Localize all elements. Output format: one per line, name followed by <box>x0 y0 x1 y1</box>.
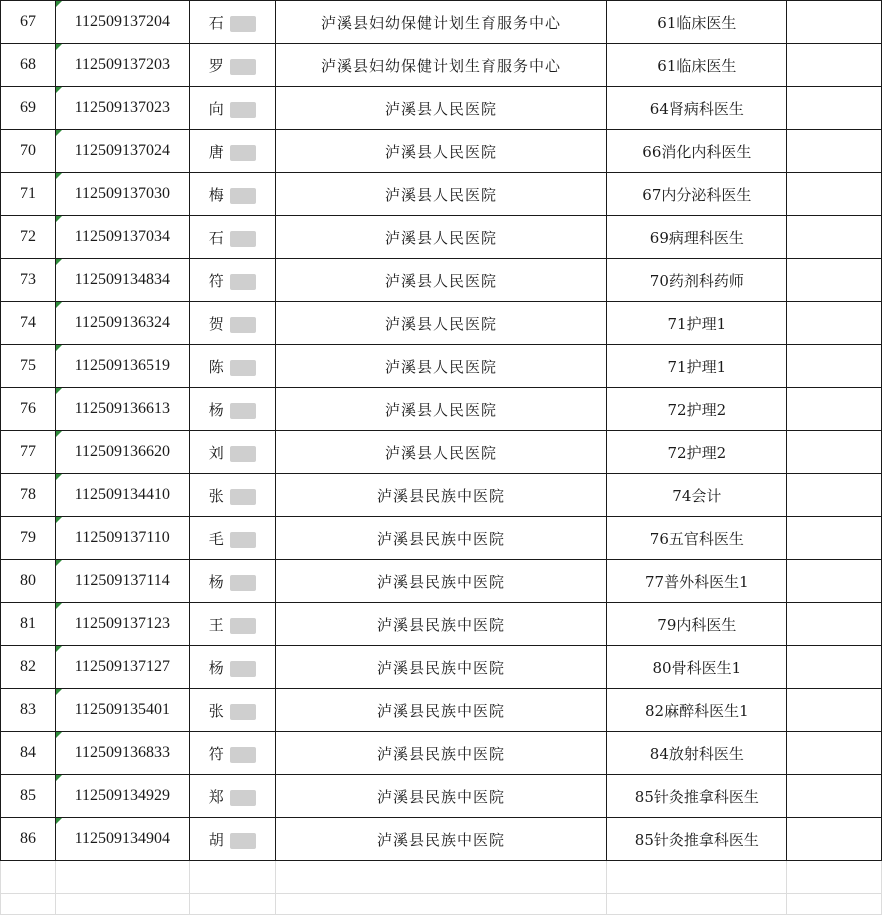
exam-id-cell[interactable] <box>55 689 189 732</box>
green-triangle-icon <box>56 1 62 7</box>
exam-id-text: 112509137023 <box>74 99 171 116</box>
row-number-cell[interactable]: 83 <box>1 689 56 732</box>
table-row <box>1 474 882 517</box>
exam-id-text: 112509134929 <box>74 787 171 804</box>
empty-cell[interactable] <box>787 345 882 388</box>
name-text: 符 <box>208 744 224 763</box>
table-row <box>1 560 882 603</box>
redaction-blur <box>230 489 256 505</box>
green-triangle-icon <box>56 388 62 394</box>
name-cell[interactable] <box>189 431 275 474</box>
post-cell[interactable]: 85针灸推拿科医生 <box>607 818 787 861</box>
empty-cell[interactable] <box>787 775 882 818</box>
green-triangle-icon <box>56 517 62 523</box>
exam-id-text: 112509137034 <box>74 228 171 245</box>
exam-id-text: 112509136833 <box>74 744 171 761</box>
empty-cell[interactable] <box>787 646 882 689</box>
empty-cell[interactable] <box>787 689 882 732</box>
exam-id-text: 112509135401 <box>74 701 171 718</box>
exam-id-cell[interactable] <box>55 474 189 517</box>
unit-cell[interactable]: 泸溪县民族中医院 <box>275 689 607 732</box>
name-cell[interactable] <box>189 302 275 345</box>
post-cell[interactable]: 70药剂科药师 <box>607 259 787 302</box>
empty-cell[interactable] <box>275 894 607 915</box>
green-triangle-icon <box>56 345 62 351</box>
row-number-cell[interactable]: 80 <box>1 560 56 603</box>
row-number-cell[interactable]: 69 <box>1 87 56 130</box>
post-cell[interactable]: 66消化内科医生 <box>607 130 787 173</box>
name-cell[interactable] <box>189 732 275 775</box>
exam-id-cell[interactable] <box>55 87 189 130</box>
row-number-cell[interactable]: 84 <box>1 732 56 775</box>
exam-id-cell[interactable] <box>55 560 189 603</box>
unit-cell[interactable]: 泸溪县人民医院 <box>275 431 607 474</box>
name-cell[interactable] <box>189 689 275 732</box>
redaction-blur <box>230 790 256 806</box>
unit-cell[interactable]: 泸溪县妇幼保健计划生育服务中心 <box>275 1 607 44</box>
post-cell[interactable]: 72护理2 <box>607 431 787 474</box>
table-row <box>1 259 882 302</box>
exam-id-cell[interactable] <box>55 259 189 302</box>
exam-id-cell[interactable] <box>55 732 189 775</box>
table-row <box>1 388 882 431</box>
green-triangle-icon <box>56 44 62 50</box>
row-number-cell[interactable]: 75 <box>1 345 56 388</box>
name-text: 梅 <box>208 185 224 204</box>
row-number-cell[interactable]: 76 <box>1 388 56 431</box>
redaction-blur <box>230 16 256 32</box>
exam-id-cell[interactable] <box>55 388 189 431</box>
empty-cell[interactable] <box>1 894 56 915</box>
redaction-blur <box>230 274 256 290</box>
name-text: 符 <box>208 271 224 290</box>
unit-cell[interactable]: 泸溪县民族中医院 <box>275 560 607 603</box>
empty-cell[interactable] <box>607 894 787 915</box>
name-text: 张 <box>208 486 224 505</box>
empty-cell[interactable] <box>787 173 882 216</box>
name-cell[interactable] <box>189 1 275 44</box>
name-text: 张 <box>208 701 224 720</box>
post-cell[interactable]: 85针灸推拿科医生 <box>607 775 787 818</box>
unit-cell[interactable]: 泸溪县人民医院 <box>275 345 607 388</box>
row-number-cell[interactable]: 85 <box>1 775 56 818</box>
name-cell[interactable] <box>189 87 275 130</box>
post-cell[interactable]: 74会计 <box>607 474 787 517</box>
empty-cell[interactable] <box>787 388 882 431</box>
unit-cell[interactable]: 泸溪县人民医院 <box>275 388 607 431</box>
empty-cell[interactable] <box>787 44 882 87</box>
name-text: 石 <box>208 13 224 32</box>
unit-cell[interactable]: 泸溪县人民医院 <box>275 130 607 173</box>
name-text: 石 <box>208 228 224 247</box>
exam-id-text: 112509134904 <box>74 830 171 847</box>
post-cell[interactable]: 69病理科医生 <box>607 216 787 259</box>
name-text: 杨 <box>208 400 224 419</box>
empty-cell[interactable] <box>787 216 882 259</box>
post-cell[interactable]: 61临床医生 <box>607 44 787 87</box>
redaction-blur <box>230 747 256 763</box>
empty-row <box>1 894 882 915</box>
empty-cell[interactable] <box>787 894 882 915</box>
green-triangle-icon <box>56 259 62 265</box>
name-cell[interactable] <box>189 603 275 646</box>
table-row <box>1 302 882 345</box>
redaction-blur <box>230 532 256 548</box>
redaction-blur <box>230 833 256 849</box>
name-text: 胡 <box>208 830 224 849</box>
name-text: 王 <box>208 615 224 634</box>
name-text: 贺 <box>208 314 224 333</box>
table-row <box>1 345 882 388</box>
name-text: 杨 <box>208 572 224 591</box>
unit-cell[interactable]: 泸溪县人民医院 <box>275 173 607 216</box>
table-row <box>1 87 882 130</box>
table-row <box>1 689 882 732</box>
exam-id-cell[interactable] <box>55 775 189 818</box>
name-text: 陈 <box>208 357 224 376</box>
name-cell[interactable] <box>189 474 275 517</box>
row-number-cell[interactable]: 74 <box>1 302 56 345</box>
redaction-blur <box>230 102 256 118</box>
name-text: 杨 <box>208 658 224 677</box>
exam-id-text: 112509137110 <box>74 529 170 546</box>
table-row <box>1 732 882 775</box>
redaction-blur <box>230 360 256 376</box>
row-number-cell[interactable]: 78 <box>1 474 56 517</box>
redaction-blur <box>230 145 256 161</box>
post-cell[interactable]: 71护理1 <box>607 302 787 345</box>
table-row <box>1 44 882 87</box>
green-triangle-icon <box>56 818 62 824</box>
name-cell[interactable] <box>189 388 275 431</box>
green-triangle-icon <box>56 130 62 136</box>
empty-cell[interactable] <box>787 818 882 861</box>
unit-cell[interactable]: 泸溪县民族中医院 <box>275 818 607 861</box>
redaction-blur <box>230 704 256 720</box>
redaction-blur <box>230 188 256 204</box>
name-cell[interactable] <box>189 44 275 87</box>
post-cell[interactable]: 76五官科医生 <box>607 517 787 560</box>
row-number-cell[interactable]: 72 <box>1 216 56 259</box>
exam-id-cell[interactable] <box>55 818 189 861</box>
exam-id-text: 112509137203 <box>74 56 171 73</box>
empty-cell[interactable] <box>787 259 882 302</box>
unit-cell[interactable]: 泸溪县妇幼保健计划生育服务中心 <box>275 44 607 87</box>
exam-id-cell[interactable] <box>55 130 189 173</box>
empty-cell[interactable] <box>275 861 607 894</box>
empty-cell[interactable] <box>787 1 882 44</box>
name-text: 唐 <box>208 142 224 161</box>
exam-id-cell[interactable] <box>55 345 189 388</box>
redaction-blur <box>230 618 256 634</box>
empty-cell[interactable] <box>787 603 882 646</box>
row-number-cell[interactable]: 68 <box>1 44 56 87</box>
name-cell[interactable] <box>189 517 275 560</box>
green-triangle-icon <box>56 431 62 437</box>
empty-cell[interactable] <box>1 861 56 894</box>
green-triangle-icon <box>56 87 62 93</box>
post-cell[interactable]: 64肾病科医生 <box>607 87 787 130</box>
exam-id-text: 112509136620 <box>74 443 171 460</box>
unit-cell[interactable]: 泸溪县民族中医院 <box>275 646 607 689</box>
name-cell[interactable] <box>189 646 275 689</box>
post-cell[interactable]: 82麻醉科医生1 <box>607 689 787 732</box>
exam-id-cell[interactable] <box>55 431 189 474</box>
redaction-blur <box>230 446 256 462</box>
post-cell[interactable]: 77普外科医生1 <box>607 560 787 603</box>
row-number-cell[interactable]: 82 <box>1 646 56 689</box>
unit-cell[interactable]: 泸溪县人民医院 <box>275 259 607 302</box>
unit-cell[interactable]: 泸溪县人民医院 <box>275 216 607 259</box>
green-triangle-icon <box>56 603 62 609</box>
name-cell[interactable] <box>189 775 275 818</box>
empty-cell[interactable] <box>787 87 882 130</box>
redaction-blur <box>230 317 256 333</box>
empty-cell[interactable] <box>787 517 882 560</box>
table-row <box>1 818 882 861</box>
name-cell[interactable] <box>189 130 275 173</box>
exam-id-cell[interactable] <box>55 603 189 646</box>
empty-cell[interactable] <box>787 302 882 345</box>
empty-cell[interactable] <box>787 732 882 775</box>
redaction-blur <box>230 403 256 419</box>
green-triangle-icon <box>56 302 62 308</box>
name-text: 郑 <box>208 787 224 806</box>
post-cell[interactable]: 80骨科医生1 <box>607 646 787 689</box>
post-cell[interactable]: 84放射科医生 <box>607 732 787 775</box>
exam-id-text: 112509137030 <box>74 185 171 202</box>
unit-cell[interactable]: 泸溪县人民医院 <box>275 87 607 130</box>
empty-cell[interactable] <box>55 861 189 894</box>
exam-id-text: 112509136519 <box>74 357 171 374</box>
redaction-blur <box>230 575 256 591</box>
empty-cell[interactable] <box>787 861 882 894</box>
green-triangle-icon <box>56 173 62 179</box>
empty-cell[interactable] <box>787 560 882 603</box>
exam-id-text: 112509136613 <box>74 400 171 417</box>
redaction-blur <box>230 59 256 75</box>
table-row <box>1 646 882 689</box>
name-cell[interactable] <box>189 216 275 259</box>
table-row <box>1 431 882 474</box>
row-number-cell[interactable]: 71 <box>1 173 56 216</box>
unit-cell[interactable]: 泸溪县民族中医院 <box>275 775 607 818</box>
post-cell[interactable]: 67内分泌科医生 <box>607 173 787 216</box>
empty-cell[interactable] <box>787 431 882 474</box>
exam-id-text: 112509134410 <box>74 486 171 503</box>
green-triangle-icon <box>56 646 62 652</box>
post-cell[interactable]: 79内科医生 <box>607 603 787 646</box>
exam-id-text: 112509137114 <box>74 572 170 589</box>
table-row <box>1 775 882 818</box>
green-triangle-icon <box>56 560 62 566</box>
post-cell[interactable]: 72护理2 <box>607 388 787 431</box>
table-row <box>1 517 882 560</box>
green-triangle-icon <box>56 775 62 781</box>
name-text: 毛 <box>208 529 224 548</box>
empty-cell[interactable] <box>189 861 275 894</box>
name-text: 罗 <box>208 56 224 75</box>
name-cell[interactable] <box>189 560 275 603</box>
exam-id-cell[interactable] <box>55 302 189 345</box>
empty-cell[interactable] <box>55 894 189 915</box>
table-row <box>1 173 882 216</box>
name-cell[interactable] <box>189 173 275 216</box>
exam-id-text: 112509134834 <box>74 271 171 288</box>
exam-id-text: 112509136324 <box>74 314 171 331</box>
row-number-cell[interactable]: 86 <box>1 818 56 861</box>
green-triangle-icon <box>56 689 62 695</box>
empty-cell[interactable] <box>787 474 882 517</box>
name-cell[interactable] <box>189 818 275 861</box>
table-row <box>1 216 882 259</box>
unit-cell[interactable]: 泸溪县民族中医院 <box>275 603 607 646</box>
exam-id-cell[interactable] <box>55 216 189 259</box>
row-number-cell[interactable]: 67 <box>1 1 56 44</box>
name-text: 向 <box>208 99 224 118</box>
unit-cell[interactable]: 泸溪县人民医院 <box>275 302 607 345</box>
row-number-cell[interactable]: 73 <box>1 259 56 302</box>
green-triangle-icon <box>56 474 62 480</box>
exam-id-cell[interactable] <box>55 517 189 560</box>
exam-id-cell[interactable] <box>55 646 189 689</box>
name-cell[interactable] <box>189 259 275 302</box>
row-number-cell[interactable]: 81 <box>1 603 56 646</box>
empty-cell[interactable] <box>787 130 882 173</box>
post-cell[interactable]: 71护理1 <box>607 345 787 388</box>
exam-id-text: 112509137127 <box>74 658 171 675</box>
exam-id-text: 112509137024 <box>74 142 171 159</box>
unit-cell[interactable]: 泸溪县民族中医院 <box>275 732 607 775</box>
unit-cell[interactable]: 泸溪县民族中医院 <box>275 474 607 517</box>
redaction-blur <box>230 231 256 247</box>
row-number-cell[interactable]: 70 <box>1 130 56 173</box>
green-triangle-icon <box>56 216 62 222</box>
name-text: 刘 <box>208 443 224 462</box>
table-row <box>1 603 882 646</box>
post-cell[interactable]: 61临床医生 <box>607 1 787 44</box>
exam-id-text: 112509137204 <box>74 13 171 30</box>
row-number-cell[interactable]: 77 <box>1 431 56 474</box>
row-number-cell[interactable]: 79 <box>1 517 56 560</box>
empty-row <box>1 861 882 894</box>
name-cell[interactable] <box>189 345 275 388</box>
empty-cell[interactable] <box>189 894 275 915</box>
exam-id-cell[interactable] <box>55 1 189 44</box>
table-row <box>1 130 882 173</box>
green-triangle-icon <box>56 732 62 738</box>
empty-cell[interactable] <box>607 861 787 894</box>
exam-id-cell[interactable] <box>55 173 189 216</box>
unit-cell[interactable]: 泸溪县民族中医院 <box>275 517 607 560</box>
exam-id-text: 112509137123 <box>74 615 171 632</box>
redaction-blur <box>230 661 256 677</box>
table-row <box>1 1 882 44</box>
exam-id-cell[interactable] <box>55 44 189 87</box>
